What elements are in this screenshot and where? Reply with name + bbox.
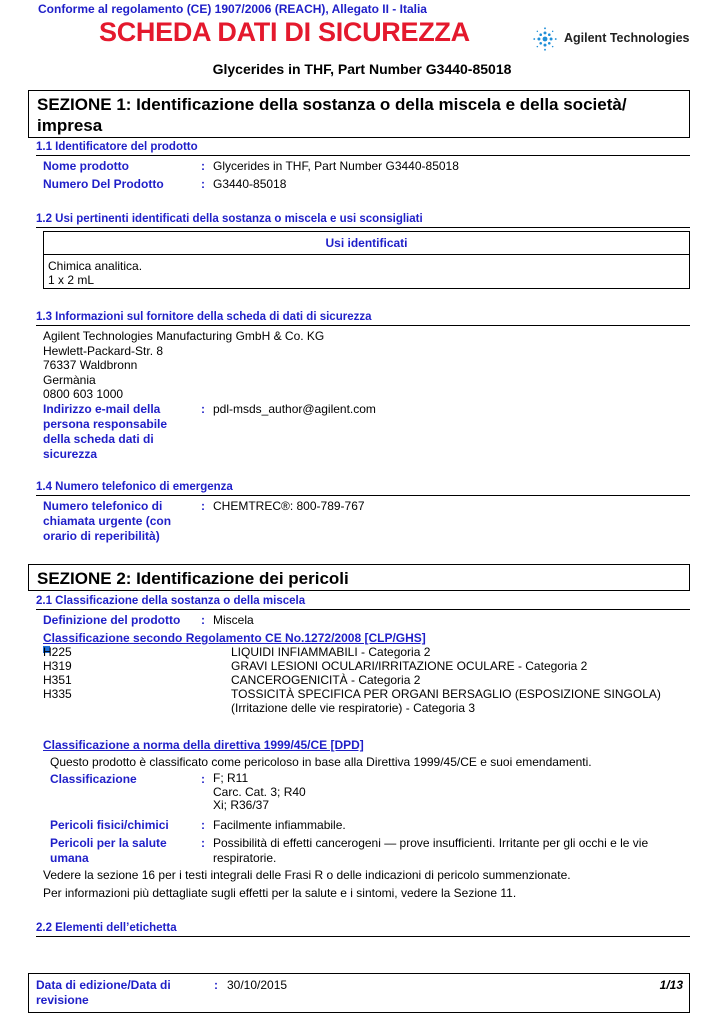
hazard-text: TOSSICITÀ SPECIFICA PER ORGANI BERSAGLIO (ESPOSIZIONE SINGOLA) bbox=[231, 687, 661, 701]
hazard-code: H319 bbox=[43, 659, 72, 673]
health-value-line: respiratorie. bbox=[213, 850, 277, 865]
uses-table-header: Usi identificati bbox=[44, 232, 689, 255]
email-label-line: Indirizzo e-mail della bbox=[43, 402, 161, 416]
subsection-1-3-heading: 1.3 Informazioni sul fornitore della scheda di dati di sicurezza bbox=[36, 311, 372, 323]
email-value[interactable]: pdl-msds_author@agilent.com bbox=[213, 402, 376, 416]
page-number: 1/13 bbox=[659, 978, 683, 992]
classification-value: Carc. Cat. 3; R40 bbox=[213, 784, 306, 799]
emergency-phone-value: CHEMTREC®: 800-789-767 bbox=[213, 499, 365, 513]
use-item: Chimica analitica. bbox=[48, 259, 143, 273]
divider bbox=[36, 495, 690, 496]
colon: : bbox=[201, 818, 205, 832]
email-label bbox=[43, 402, 167, 462]
address-line: Germània bbox=[43, 372, 96, 387]
hazard-text: LIQUIDI INFIAMMABILI - Categoria 2 bbox=[231, 645, 431, 659]
colon: : bbox=[214, 978, 218, 992]
footer bbox=[28, 973, 690, 1013]
subsection-2-1-heading: 2.1 Classificazione della sostanza o della miscela bbox=[36, 595, 306, 607]
colon: : bbox=[201, 177, 205, 191]
address-line: 0800 603 1000 bbox=[43, 387, 124, 401]
hazard-code: H335 bbox=[43, 687, 72, 701]
classification-value: Xi; R36/37 bbox=[213, 798, 270, 812]
product-number-value: G3440-85018 bbox=[213, 177, 287, 191]
emergency-phone-label bbox=[43, 499, 171, 544]
agilent-logo-icon bbox=[530, 25, 560, 53]
health-hazards-value bbox=[213, 836, 648, 865]
colon: : bbox=[201, 613, 205, 627]
section2-title: SEZIONE 2: Identificazione dei pericoli bbox=[37, 569, 349, 588]
company-name: Agilent Technologies bbox=[564, 31, 690, 45]
product-name-value: Glycerides in THF, Part Number G3440-85018 bbox=[213, 159, 459, 173]
dpd-intro: Questo prodotto è classificato come pericoloso in base alla Direttiva 1999/45/CE e suoi emendamenti. bbox=[50, 755, 592, 769]
note-section-16: Vedere la sezione 16 per i testi integrali delle Frasi R o delle indicazioni di pericolo summenzionate. bbox=[43, 868, 571, 882]
colon: : bbox=[201, 772, 205, 786]
revision-label-line: revisione bbox=[36, 993, 89, 1007]
email-label-line: della scheda dati di bbox=[43, 432, 154, 446]
health-hazards-label bbox=[50, 836, 167, 866]
subsection-1-4-heading: 1.4 Numero telefonico di emergenza bbox=[36, 481, 233, 493]
email-label-line: persona responsabile bbox=[43, 417, 168, 431]
regulation-note: Conforme al regolamento (CE) 1907/2006 (REACH), Allegato II - Italia bbox=[38, 2, 427, 16]
section2-header bbox=[28, 564, 690, 591]
colon: : bbox=[201, 402, 205, 416]
emergency-label-line: Numero telefonico di bbox=[43, 499, 163, 513]
product-definition-value: Miscela bbox=[213, 613, 254, 627]
product-title: Glycerides in THF, Part Number G3440-85018 bbox=[212, 61, 512, 77]
divider bbox=[36, 609, 690, 610]
hazard-text-continued: (Irritazione delle vie respiratorie) - Categoria 3 bbox=[231, 701, 476, 715]
supplier-address bbox=[43, 329, 324, 402]
subsection-1-1-heading: 1.1 Identificatore del prodotto bbox=[36, 141, 198, 153]
revision-label-line: Data di edizione/Data di bbox=[36, 978, 171, 992]
divider bbox=[36, 936, 690, 937]
health-label-line: umana bbox=[50, 851, 89, 865]
revision-date-label bbox=[36, 978, 171, 1008]
document-title: SCHEDA DATI DI SICUREZZA bbox=[99, 17, 470, 47]
emergency-label-line: chiamata urgente (con bbox=[43, 514, 172, 528]
section1-title-line2: impresa bbox=[37, 116, 103, 135]
classification-values bbox=[213, 772, 306, 813]
revision-date-value: 30/10/2015 bbox=[227, 978, 288, 992]
address-line: Hewlett-Packard-Str. 8 bbox=[43, 343, 164, 358]
address-line: 76337 Waldbronn bbox=[43, 358, 138, 372]
hazard-code: H351 bbox=[43, 673, 72, 687]
note-section-11: Per informazioni più dettagliate sugli effetti per la salute e i sintomi, vedere la Sezione 11. bbox=[43, 886, 517, 900]
subsection-1-2-heading: 1.2 Usi pertinenti identificati della sostanza o miscela e usi sconsigliati bbox=[36, 213, 423, 225]
hazard-text: CANCEROGENICITÀ - Categoria 2 bbox=[231, 673, 421, 687]
dpd-classification-heading: Classificazione a norma della direttiva 1999/45/CE [DPD] bbox=[43, 738, 364, 752]
product-number-label: Numero Del Prodotto bbox=[43, 177, 164, 191]
divider bbox=[36, 325, 690, 326]
address-line: Agilent Technologies Manufacturing GmbH & Co. KG bbox=[43, 329, 325, 343]
email-label-line: sicurezza bbox=[43, 447, 98, 461]
emergency-label-line: orario di reperibilità) bbox=[43, 529, 160, 543]
divider bbox=[36, 227, 690, 228]
use-item: 1 x 2 mL bbox=[48, 273, 95, 287]
section1-title-line1: SEZIONE 1: Identificazione della sostanza o della miscela e della società/ bbox=[37, 95, 627, 114]
classification-label: Classificazione bbox=[50, 772, 137, 786]
health-label-line: Pericoli per la salute bbox=[50, 836, 167, 850]
physical-hazards-value: Facilmente infiammabile. bbox=[213, 818, 346, 832]
health-value-line: Possibilità di effetti cancerogeni — prove insufficienti. Irritante per gli occhi e le vie bbox=[213, 836, 649, 850]
section1-header bbox=[28, 90, 690, 138]
divider bbox=[36, 155, 690, 156]
subsection-2-2-heading: 2.2 Elementi dell’etichetta bbox=[36, 922, 177, 934]
physical-hazards-label: Pericoli fisici/chimici bbox=[50, 818, 169, 832]
hazard-text: GRAVI LESIONI OCULARI/IRRITAZIONE OCULARE - Categoria 2 bbox=[231, 659, 588, 673]
identified-uses-table bbox=[43, 231, 690, 289]
hazard-code: H225 bbox=[43, 645, 72, 659]
product-name-label: Nome prodotto bbox=[43, 159, 129, 173]
clp-classification-heading: Classificazione secondo Regolamento CE No.1272/2008 [CLP/GHS] bbox=[43, 631, 426, 645]
uses-table-body bbox=[44, 255, 689, 291]
colon: : bbox=[201, 499, 205, 513]
colon: : bbox=[201, 836, 205, 850]
colon: : bbox=[201, 159, 205, 173]
product-definition-label: Definizione del prodotto bbox=[43, 613, 181, 627]
classification-value: F; R11 bbox=[213, 771, 249, 785]
